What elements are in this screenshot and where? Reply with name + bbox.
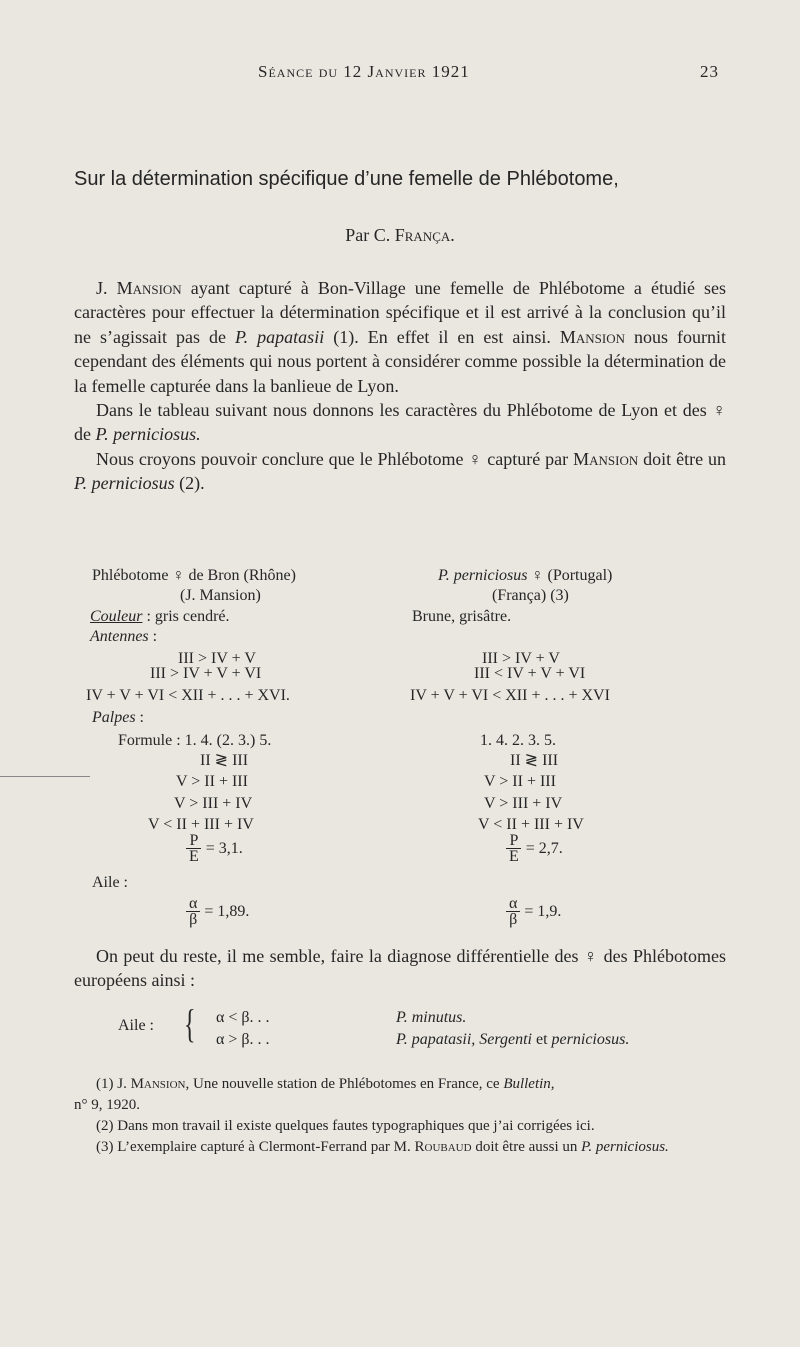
numerator: P (506, 833, 521, 849)
text-run: n° 9, 1920. (74, 1097, 140, 1113)
ratio-value: = 2,7. (525, 840, 563, 857)
text-run: ♀ (Portugal) (527, 567, 613, 584)
species-name: P. perniciosus (438, 567, 528, 584)
key-row2-species (396, 1031, 629, 1049)
paragraph-2 (74, 398, 726, 447)
antennes-left-1: III > IV + V (178, 650, 256, 667)
cell-value: : gris cendré. (142, 608, 230, 625)
author-name: Mansion (116, 278, 182, 298)
text-run: (3) L’exemplaire capturé à Clermont-Ferrand par M. (96, 1139, 415, 1155)
species-name: perniciosus. (551, 1031, 630, 1048)
aile-label: Aile : (92, 874, 128, 891)
text-run: doit être aussi un (471, 1139, 582, 1155)
formule-right: 1. 4. 2. 3. 5. (480, 732, 556, 749)
formule-left: Formule : 1. 4. (2. 3.) 5. (118, 732, 272, 749)
text-run: (1) J. (96, 1076, 131, 1092)
footnote-1 (74, 1074, 726, 1116)
text-run: ayant capturé à Bon-Village une femelle de Phlébotome a étudié ses caractères pour effectuer la détermination spécifique et il est arrivé à la conclusion qu’il ne s’agissait pas de (74, 278, 726, 347)
antennes-right-2: III < IV + V + VI (474, 665, 586, 682)
numerator: α (506, 896, 520, 912)
row-label: Antennes (90, 628, 149, 645)
byline (0, 225, 800, 246)
ratio-value: = 1,89. (204, 903, 250, 920)
couleur-row-right: Brune, grisâtre. (412, 608, 512, 625)
palpes-right-4: V < II + III + IV (478, 816, 584, 833)
page-number: 23 (700, 62, 719, 81)
palpes-left-2: V > II + III (176, 773, 248, 790)
species-name: P. papatasii, Sergenti (396, 1031, 532, 1048)
fraction (186, 833, 202, 864)
text-run: : (148, 628, 158, 645)
key-aile-label: Aile : (118, 1017, 154, 1034)
text-run: et (532, 1031, 552, 1048)
footnote-3 (74, 1137, 726, 1158)
scan-mark-line (0, 776, 90, 777)
species-name: P. perniciosus. (95, 424, 201, 445)
palpes-left-3: V > III + IV (174, 795, 253, 812)
fraction (186, 896, 200, 927)
antennes-left-2: III > IV + V + VI (150, 665, 262, 682)
key-row2-relation: α > β. . . (216, 1031, 270, 1048)
palpes-right-3: V > III + IV (484, 795, 563, 812)
pe-ratio-right (506, 833, 563, 864)
fraction (506, 833, 522, 864)
denominator: E (189, 848, 199, 865)
key-row1-relation: α < β. . . (216, 1009, 270, 1026)
paragraph-4: On peut du reste, il me semble, faire la diagnose différentielle des ♀ des Phlébotomes européens ainsi : (74, 946, 726, 991)
text-run: (2). (174, 473, 205, 494)
antennes-label (90, 627, 157, 646)
body-text (74, 276, 726, 496)
text-run: (1). En effet il en est ainsi. (324, 326, 560, 347)
author-name: Mansion (573, 448, 639, 469)
left-column-heading: Phlébotome ♀ de Bron (Rhône) (92, 567, 296, 584)
denominator: β (189, 911, 198, 928)
byline-prefix: Par C. (345, 225, 395, 245)
running-head: Séance du 12 Janvier 1921 (258, 62, 470, 81)
key-row1-species: P. minutus. (396, 1009, 467, 1026)
text-run: doit être un (638, 448, 726, 469)
paragraph-3 (74, 447, 726, 496)
row-label: Palpes (92, 709, 136, 726)
palpes-left-1: II ≷ III (200, 752, 249, 769)
right-column-heading (438, 566, 612, 585)
author-name: Roubaud (414, 1139, 472, 1155)
text-run: Nous croyons pouvoir conclure que le Phlébotome ♀ capturé par (96, 448, 574, 469)
text-run: nous fournit cependant des éléments qui nous portent à considérer comme possible la détermination de la femelle capturée dans la banlieue de Lyon. (74, 326, 727, 396)
palpes-label (92, 708, 144, 727)
palpes-right-1: II ≷ III (510, 752, 559, 769)
key-brace: { (184, 1001, 196, 1046)
denominator: β (509, 911, 518, 928)
pe-ratio-left (186, 833, 243, 864)
author-name: Mansion (559, 326, 625, 347)
text-run: , Une nouvelle station de Phlébotomes en France, ce (185, 1076, 504, 1092)
ratio-value: = 1,9. (524, 903, 562, 920)
palpes-left-4: V < II + III + IV (148, 816, 254, 833)
text-run: : (135, 709, 144, 726)
footnotes (74, 1074, 726, 1158)
ab-ratio-left (186, 896, 249, 927)
numerator: P (186, 833, 201, 849)
footnote-2: (2) Dans mon travail il existe quelques fautes typographiques que j’ai corrigées ici. (96, 1118, 595, 1134)
right-column-subheading: (França) (3) (492, 587, 569, 604)
diagnose-paragraph (74, 944, 726, 993)
ratio-value: = 3,1. (205, 840, 243, 857)
fraction (506, 896, 520, 927)
denominator: E (509, 848, 519, 865)
author-name: Mansion (130, 1076, 186, 1092)
species-name: P. perniciosus (74, 473, 175, 494)
journal-name: Bulletin, (503, 1076, 555, 1092)
row-label: Couleur (90, 608, 143, 625)
left-column-subheading: (J. Mansion) (180, 587, 261, 604)
paragraph-1 (74, 276, 726, 398)
text-run: J. (96, 278, 117, 298)
ab-ratio-right (506, 896, 561, 927)
antennes-right-3: IV + V + VI < XII + . . . + XVI (410, 687, 610, 704)
palpes-right-2: V > II + III (484, 773, 556, 790)
antennes-right-1: III > IV + V (482, 650, 560, 667)
numerator: α (186, 896, 200, 912)
text-run: Dans le tableau suivant nous donnons les caractères du Phlébotome de Lyon et des ♀ de (74, 400, 726, 445)
species-name: P. perniciosus. (581, 1139, 669, 1155)
byline-author: França. (394, 225, 455, 245)
antennes-left-3: IV + V + VI < XII + . . . + XVI. (86, 687, 290, 704)
couleur-row-left (90, 607, 230, 626)
species-name: P. papatasii (235, 326, 325, 347)
article-title: Sur la détermination spécifique d’une femelle de Phlébotome, (74, 168, 619, 190)
